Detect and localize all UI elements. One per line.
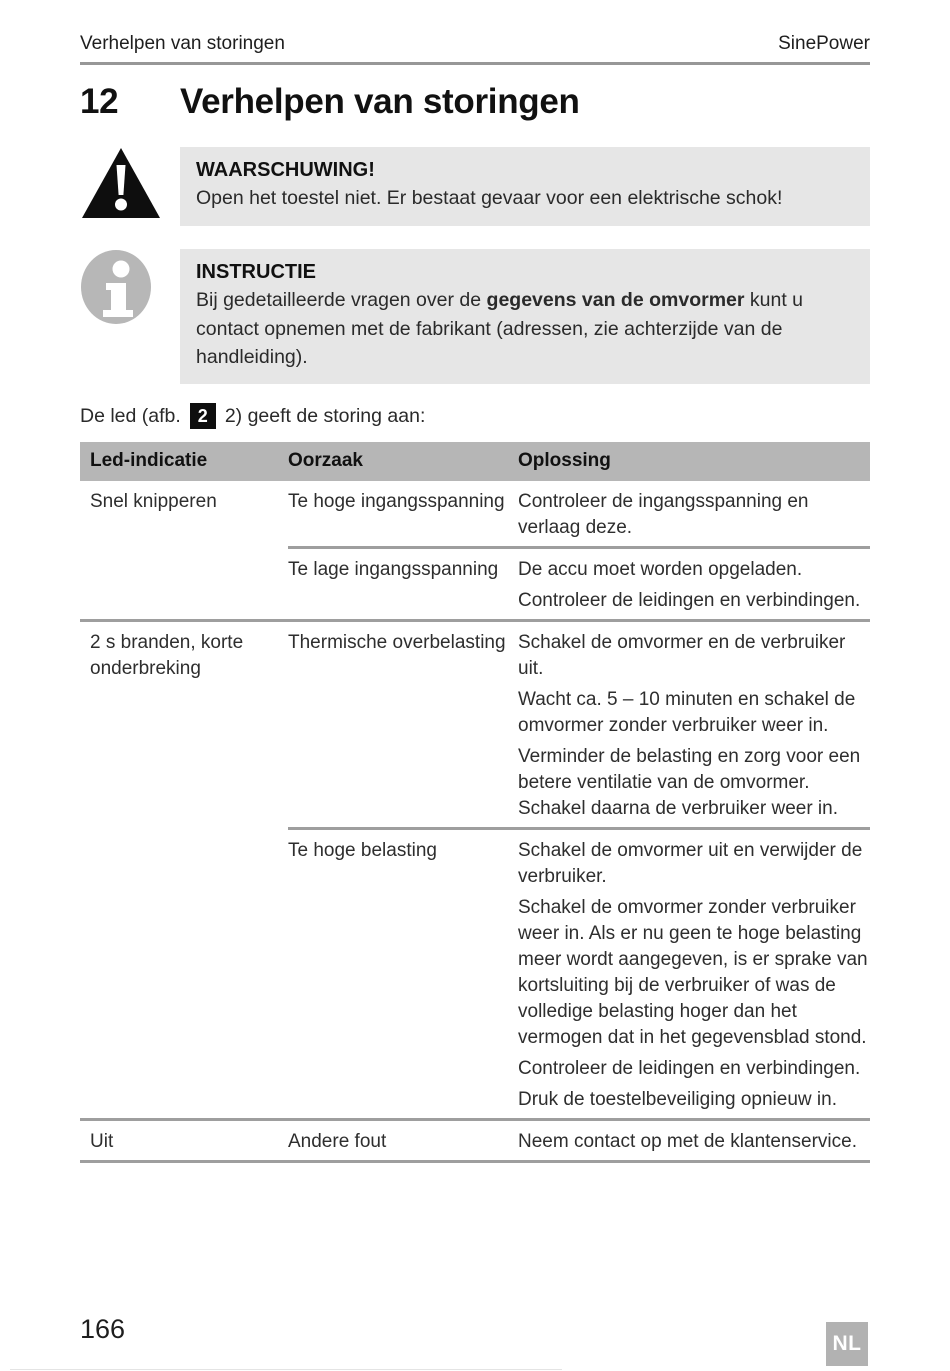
note-body xyxy=(196,286,854,372)
solution-cell xyxy=(518,1129,870,1155)
solution-paragraph: Schakel de omvormer uit en verwijder de verbruiker. xyxy=(518,839,863,887)
note-body-bold: gegevens van de omvormer xyxy=(486,289,745,311)
note-body-suffix: kunt u contact opnemen met de fabrikant (adressen, zie achterzijde van de handleiding). xyxy=(196,289,804,368)
column-header-led-indicatie: Led-indicatie xyxy=(90,450,208,471)
warning-body: Open het toestel niet. Er bestaat gevaar voor een elektrische schok! xyxy=(196,187,783,209)
header-rule xyxy=(80,62,870,65)
solution-paragraph: Controleer de leidingen en verbindingen. xyxy=(518,1057,861,1079)
language-badge: NL xyxy=(826,1322,868,1366)
indication-cell: Snel knipperen xyxy=(90,490,217,512)
warning-triangle-icon xyxy=(80,208,162,225)
note-block xyxy=(80,249,870,384)
table-subrow xyxy=(288,481,870,546)
subrow-container xyxy=(288,622,870,1118)
note-icon-column xyxy=(80,249,180,384)
led-intro-after: 2) geeft de storing aan: xyxy=(224,404,426,427)
table-subrow xyxy=(288,622,870,827)
cause-cell: Te hoge ingangsspanning xyxy=(288,490,505,512)
indication-cell: Uit xyxy=(90,1130,114,1152)
note-title: INSTRUCTIE xyxy=(196,261,316,283)
info-icon xyxy=(80,314,154,331)
running-header-right: SinePower xyxy=(778,33,870,54)
table-header-row xyxy=(80,442,870,481)
bottom-crop-line xyxy=(10,1369,562,1370)
solution-cell xyxy=(518,489,870,541)
running-header xyxy=(80,0,870,55)
solution-paragraph: Controleer de ingangsspanning en verlaag deze. xyxy=(518,490,809,538)
solution-paragraph: Verminder de belasting en zorg voor een betere ventilatie van de omvormer. Schakel daarna de verbruiker weer in. xyxy=(518,745,861,819)
page-number: 166 xyxy=(80,1314,126,1344)
table-row xyxy=(80,481,870,619)
troubleshooting-table xyxy=(80,442,870,1163)
solution-paragraph: Schakel de omvormer zonder verbruiker weer in. Als er nu geen te hoge belasting meer wordt aangegeven, is er sprake van kortsluiting bij de verbruiker of was de volledige belasting hoger dan het vermogen dat in het gegevensblad stond. xyxy=(518,896,868,1048)
solution-paragraph: Neem contact op met de klantenservice. xyxy=(518,1130,858,1152)
figure-2-badge: 2 xyxy=(190,403,216,429)
warning-icon-column xyxy=(80,147,180,226)
warning-box xyxy=(180,147,870,226)
table-row xyxy=(80,1121,870,1160)
warning-title: WAARSCHUWING! xyxy=(196,159,375,181)
cause-cell: Thermische overbelasting xyxy=(288,631,506,653)
table-subrow xyxy=(288,549,870,619)
warning-block xyxy=(80,147,870,226)
chapter-number: 12 xyxy=(80,82,119,121)
solution-cell xyxy=(518,557,870,614)
column-header-oorzaak: Oorzaak xyxy=(288,450,363,471)
cause-cell: Andere fout xyxy=(288,1130,387,1152)
solution-paragraph: De accu moet worden opgeladen. xyxy=(518,558,803,580)
solution-paragraph: Druk de toestelbeveiliging opnieuw in. xyxy=(518,1088,837,1110)
cause-cell: Te lage ingangsspanning xyxy=(288,558,499,580)
led-intro-line xyxy=(80,403,870,429)
chapter-title: Verhelpen van storingen xyxy=(180,82,580,121)
note-body-prefix: Bij gedetailleerde vragen over de xyxy=(196,289,487,311)
solution-cell xyxy=(518,838,870,1113)
table-subrow xyxy=(288,1121,870,1160)
indication-cell: 2 s branden, korte onderbreking xyxy=(90,631,244,679)
cause-cell: Te hoge belasting xyxy=(288,839,437,861)
subrow-container xyxy=(288,1121,870,1160)
solution-paragraph: Wacht ca. 5 – 10 minuten en schakel de omvormer zonder verbruiker weer in. xyxy=(518,688,856,736)
solution-cell xyxy=(518,630,870,822)
table-subrow xyxy=(288,830,870,1118)
column-header-oplossing: Oplossing xyxy=(518,450,611,471)
note-box xyxy=(180,249,870,384)
row-divider xyxy=(80,1160,870,1163)
subrow-container xyxy=(288,481,870,619)
solution-paragraph: Schakel de omvormer en de verbruiker uit. xyxy=(518,631,846,679)
chapter-heading xyxy=(80,81,870,123)
running-header-left: Verhelpen van storingen xyxy=(80,33,285,54)
led-intro-before: De led (afb. xyxy=(80,404,181,427)
solution-paragraph: Controleer de leidingen en verbindingen. xyxy=(518,589,861,611)
table-row xyxy=(80,622,870,1118)
